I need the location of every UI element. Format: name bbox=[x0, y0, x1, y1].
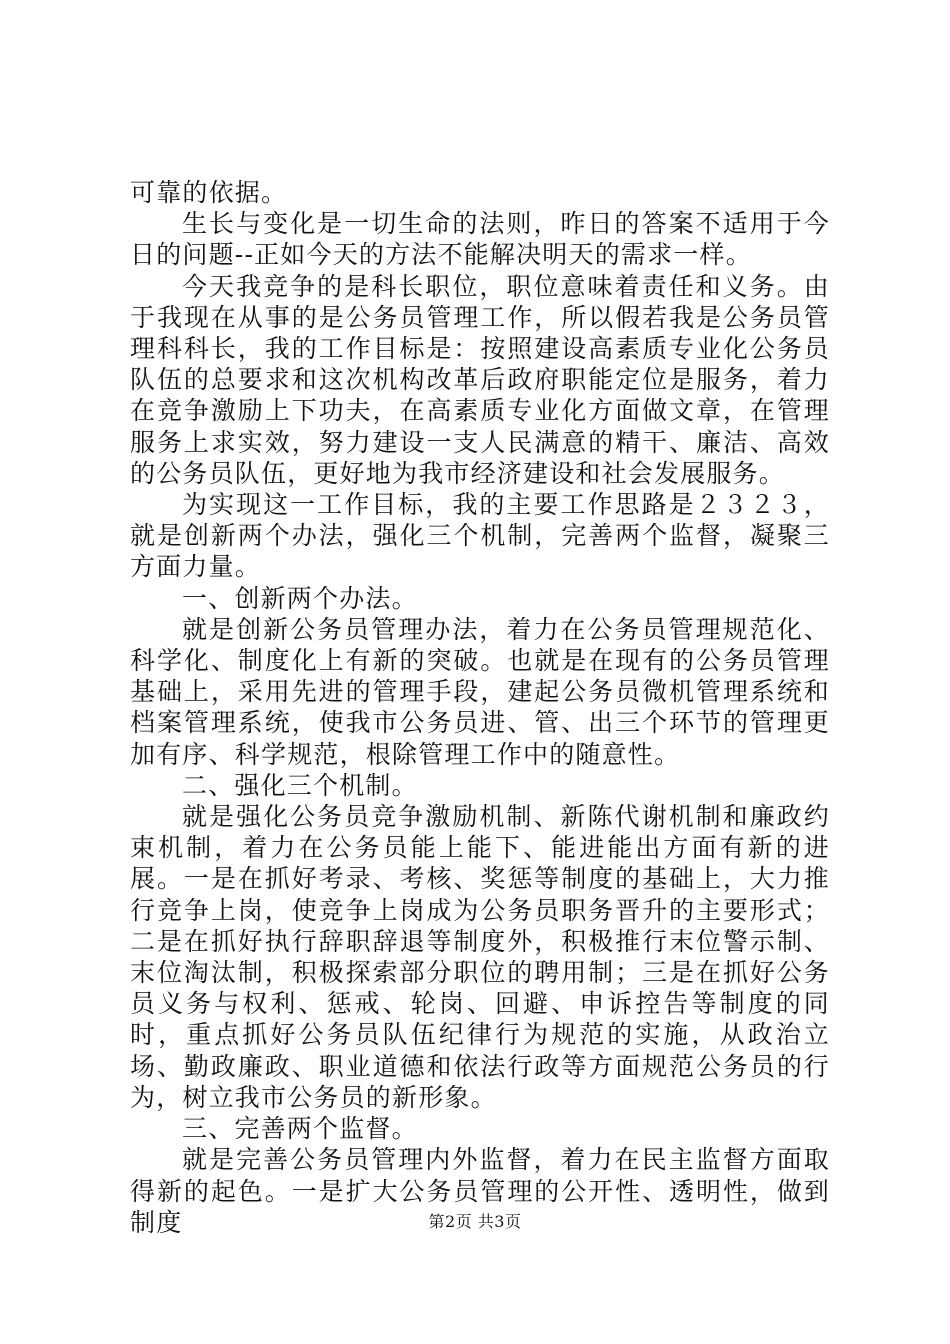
paragraph: 可靠的依据。 bbox=[130, 178, 288, 207]
paragraph: 今天我竞争的是科长职位，职位意味着责任和义务。由于我现在从事的是公务员管理工作，所以假若我是公务员管理科科长，我的工作目标是：按照建设高素质专业化公务员队伍的总要求和这次机构改革后政府职能定位是服务，着力在竞争激励上下功夫，在高素质专业化方面做文章，在管理服务上求实效，努力建设一支人民满意的精干、廉洁、高效的公务员队伍，更好地为我市经济建设和社会发展服务。 bbox=[130, 271, 830, 488]
page-footer bbox=[0, 1212, 950, 1232]
document-body bbox=[130, 177, 830, 1238]
paragraph: 生长与变化是一切生命的法则，昨日的答案不适用于今日的问题--正如今天的方法不能解决明天的需求一样。 bbox=[130, 209, 830, 270]
paragraph: 为实现这一工作目标，我的主要工作思路是２３２３，就是创新两个办法，强化三个机制，完善两个监督，凝聚三方面力量。 bbox=[130, 490, 830, 582]
paragraph: 就是创新公务员管理办法，着力在公务员管理规范化、科学化、制度化上有新的突破。也就是在现有的公务员管理基础上，采用先进的管理手段，建起公务员微机管理系统和档案管理系统，使我市公务员进、管、出三个环节的管理更加有序、科学规范，根除管理工作中的随意性。 bbox=[130, 614, 830, 769]
page-number-label: 第2页 共3页 bbox=[428, 1212, 522, 1231]
paragraph: 就是完善公务员管理内外监督，着力在民主监督方面取得新的起色。一是扩大公务员管理的公开性、透明性，做到制度 bbox=[130, 1145, 830, 1237]
section-heading: 一、创新两个办法。 bbox=[182, 583, 418, 613]
paragraph: 就是强化公务员竞争激励机制、新陈代谢机制和廉政约束机制，着力在公务员能上能下、能进能出方面有新的进展。一是在抓好考录、考核、奖惩等制度的基础上，大力推行竞争上岗，使竞争上岗成为公务员职务晋升的主要形式；二是在抓好执行辞职辞退等制度外，积极推行末位警示制、末位淘汰制，积极探索部分职位的聘用制；三是在抓好公务员义务与权利、惩戒、轮岗、回避、申诉控告等制度的同时，重点抓好公务员队伍纪律行为规范的实施，从政治立场、勤政廉政、职业道德和依法行政等方面规范公务员的行为，树立我市公务员的新形象。 bbox=[130, 802, 830, 1112]
section-heading: 二、强化三个机制。 bbox=[182, 770, 418, 800]
section-heading: 三、完善两个监督。 bbox=[182, 1114, 418, 1144]
